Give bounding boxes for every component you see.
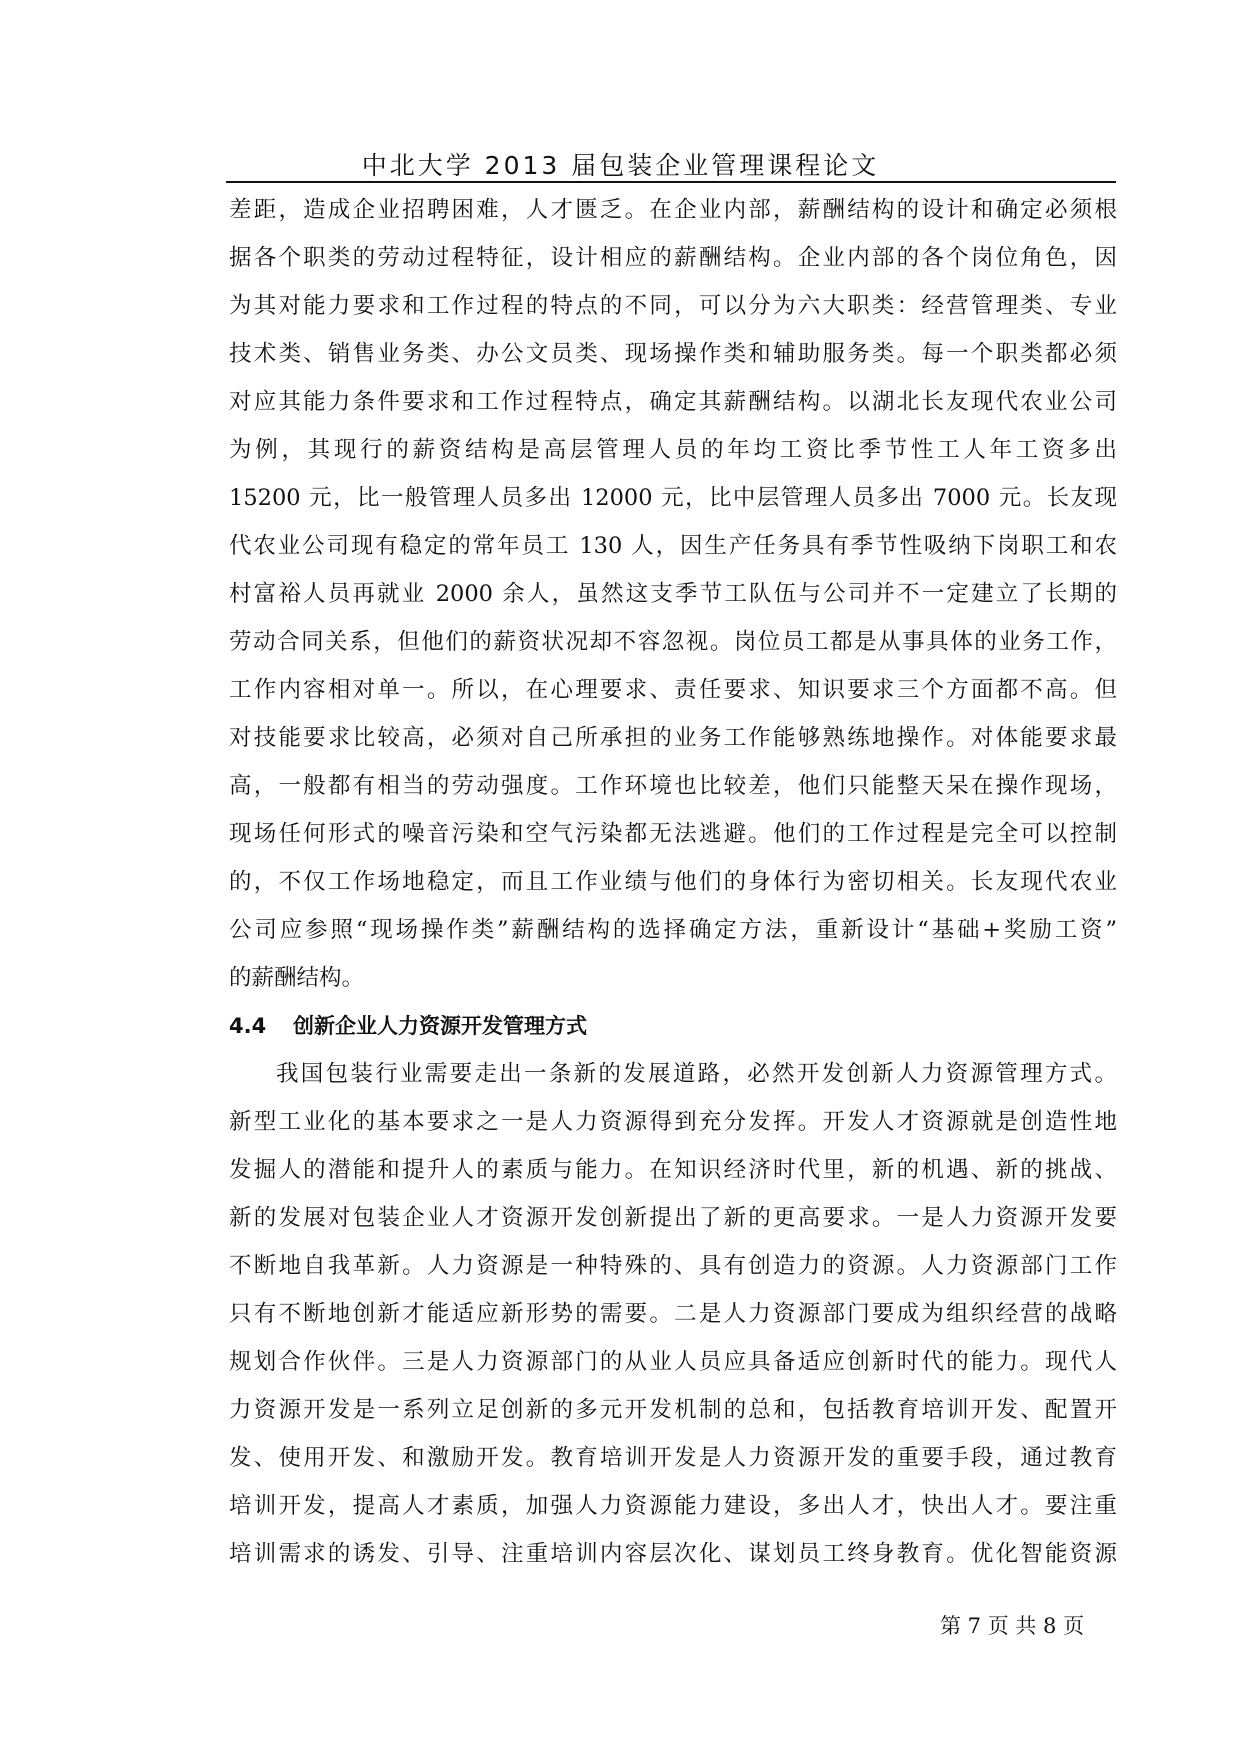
text-line: 培训开发，提高人才素质，加强人力资源能力建设，多出人才，快出人才。要注重 [229,1493,1117,1519]
text-line: 工作内容相对单一。所以，在心理要求、责任要求、知识要求三个方面都不高。但 [229,677,1117,703]
text-line: 培训需求的诱发、引导、注重培训内容层次化、谋划员工终身教育。优化智能资源 [229,1541,1117,1567]
text-line: 公司应参照“现场操作类”薪酬结构的选择确定方法，重新设计“基础+奖励工资” [229,917,1117,943]
text-line: 不断地自我革新。人力资源是一种特殊的、具有创造力的资源。人力资源部门工作 [229,1253,1117,1279]
text-line: 力资源开发是一系列立足创新的多元开发机制的总和，包括教育培训开发、配置开 [229,1397,1117,1423]
text-line: 我国包装行业需要走出一条新的发展道路，必然开发创新人力资源管理方式。 [276,1061,1117,1087]
text-line: 对技能要求比较高，必须对自己所承担的业务工作能够熟练地操作。对体能要求最 [229,725,1117,751]
body-text [229,186,1117,1578]
paragraph-1 [229,186,1117,1002]
text-line: 新的发展对包装企业人才资源开发创新提出了新的更高要求。一是人力资源开发要 [229,1205,1117,1231]
text-line: 高，一般都有相当的劳动强度。工作环境也比较差，他们只能整天呆在操作现场， [229,773,1117,799]
text-line: 新型工业化的基本要求之一是人力资源得到充分发挥。开发人才资源就是创造性地 [229,1109,1117,1135]
text-line: 的，不仅工作场地稳定，而且工作业绩与他们的身体行为密切相关。长友现代农业 [229,869,1117,895]
text-line: 为其对能力要求和工作过程的特点的不同，可以分为六大职类：经营管理类、专业 [229,293,1117,319]
text-line: 现场任何形式的噪音污染和空气污染都无法逃避。他们的工作过程是完全可以控制 [229,821,1117,847]
section-title: 创新企业人力资源开发管理方式 [293,1014,587,1038]
text-line: 只有不断地创新才能适应新形势的需要。二是人力资源部门要成为组织经营的战略 [229,1301,1117,1327]
header-rule [226,181,1116,183]
text-line: 代农业公司现有稳定的常年员工 130 人，因生产任务具有季节性吸纳下岗职工和农 [229,533,1117,559]
text-line: 发、使用开发、和激励开发。教育培训开发是人力资源开发的重要手段，通过教育 [229,1445,1117,1471]
text-line: 的薪酬结构。 [229,965,365,991]
text-line: 15200 元，比一般管理人员多出 12000 元，比中层管理人员多出 7000 元。长友现 [229,485,1117,511]
text-line: 为例，其现行的薪资结构是高层管理人员的年均工资比季节性工人年工资多出 [229,437,1117,463]
text-line: 规划合作伙伴。三是人力资源部门的从业人员应具备适应创新时代的能力。现代人 [229,1349,1117,1375]
text-line: 技术类、销售业务类、办公文员类、现场操作类和辅助服务类。每一个职类都必须 [229,341,1117,367]
text-line: 村富裕人员再就业 2000 余人，虽然这支季节工队伍与公司并不一定建立了长期的 [229,581,1117,607]
paragraph-2 [229,1050,1117,1578]
section-number: 4.4 [229,1014,267,1038]
section-heading [229,1002,1117,1050]
text-line: 差距，造成企业招聘困难，人才匮乏。在企业内部，薪酬结构的设计和确定必须根 [229,197,1117,223]
text-line: 对应其能力条件要求和工作过程特点，确定其薪酬结构。以湖北长友现代农业公司 [229,389,1117,415]
text-line: 据各个职类的劳动过程特征，设计相应的薪酬结构。企业内部的各个岗位角色，因 [229,245,1117,271]
page-number-footer: 第 7 页 共 8 页 [940,1614,1085,1638]
text-line: 劳动合同关系，但他们的薪资状况却不容忽视。岗位员工都是从事具体的业务工作， [229,629,1117,655]
text-line: 发掘人的潜能和提升人的素质与能力。在知识经济时代里，新的机遇、新的挑战、 [229,1157,1117,1183]
running-header: 中北大学 2013 届包装企业管理课程论文 [361,151,880,180]
